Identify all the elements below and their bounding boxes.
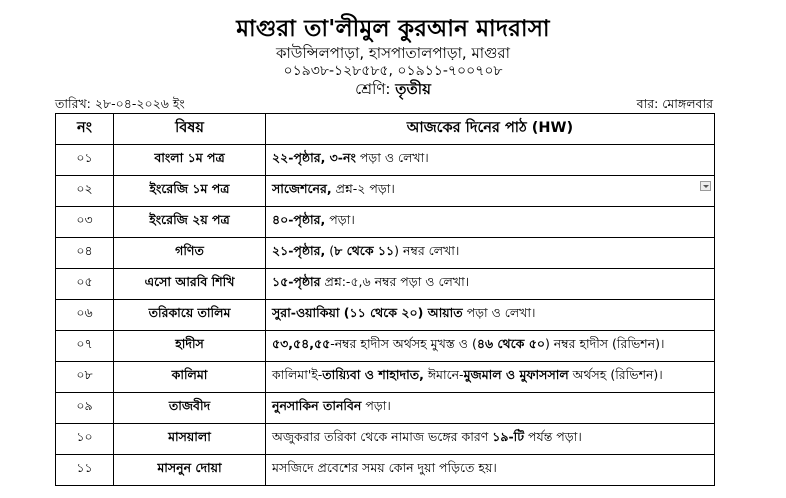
lesson-text: অর্থসহ (রিভিশন)। bbox=[568, 367, 663, 382]
madrasa-phones: ০১৯৩৮-১২৮৫৮৫, ০১৯১১-৭০০৭০৮ bbox=[283, 63, 503, 79]
row-lesson bbox=[266, 455, 715, 486]
table-body bbox=[56, 145, 715, 486]
table-row bbox=[56, 300, 715, 331]
row-subject: বাংলা ১ম পত্র bbox=[114, 145, 266, 176]
lesson-text: পড়া। bbox=[361, 398, 391, 413]
row-lesson bbox=[266, 207, 715, 238]
lesson-text-bold: ৪০-পৃষ্ঠার, bbox=[272, 212, 326, 227]
lesson-text-bold: নুনসাকিন তানবিন bbox=[272, 398, 362, 413]
row-subject: কালিমা bbox=[114, 362, 266, 393]
lesson-text: মসজিদে প্রবেশের সময় কোন দুয়া পড়িতে হয়। bbox=[272, 460, 497, 475]
table-row bbox=[56, 393, 715, 424]
column-header-number: নং bbox=[56, 114, 114, 145]
row-number: ০১ bbox=[56, 145, 114, 176]
row-subject: ইংরেজি ১ম পত্র bbox=[114, 176, 266, 207]
lesson-text: ) নম্বর লেখা। bbox=[394, 243, 460, 258]
lesson-text: ) নম্বর হাদীস (রিভিশন)। bbox=[544, 336, 665, 351]
document-header bbox=[0, 14, 786, 98]
table-row bbox=[56, 455, 715, 486]
row-subject: তাজবীদ bbox=[114, 393, 266, 424]
lesson-text-bold: মুজমাল ও মুফাসসাল bbox=[463, 367, 569, 382]
table-row bbox=[56, 331, 715, 362]
lesson-text-bold: ১৯-টি bbox=[492, 429, 525, 444]
row-subject: তরিকায়ে তালিম bbox=[114, 300, 266, 331]
row-lesson bbox=[266, 424, 715, 455]
column-header-subject: বিষয় bbox=[114, 114, 266, 145]
table-row bbox=[56, 145, 715, 176]
row-subject: গণিত bbox=[114, 238, 266, 269]
lesson-text-bold: ২১-পৃষ্ঠার, bbox=[272, 243, 326, 258]
row-number: ০৬ bbox=[56, 300, 114, 331]
lesson-text: পড়া ও লেখা। bbox=[355, 150, 429, 165]
table-row bbox=[56, 269, 715, 300]
row-subject: হাদীস bbox=[114, 331, 266, 362]
madrasa-address: কাউন্সিলপাড়া, হাসপাতালপাড়া, মাগুরা bbox=[275, 44, 511, 62]
dropdown-arrow-icon[interactable] bbox=[700, 181, 711, 191]
lesson-text: পর্যন্ত পড়া। bbox=[524, 429, 582, 444]
lesson-text-bold: ২২-পৃষ্ঠার, ৩-নং bbox=[272, 150, 356, 165]
lesson-text: প্রশ্ন-২ পড়া। bbox=[331, 181, 395, 196]
lesson-text: কালিমা'ই- bbox=[272, 367, 323, 382]
row-lesson bbox=[266, 331, 715, 362]
date-label: তারিখ: ২৮-০৪-২০২৬ ইং bbox=[55, 96, 185, 111]
row-lesson bbox=[266, 393, 715, 424]
table-header-row bbox=[56, 114, 715, 145]
lesson-text-bold: সুরা-ওয়াকিয়া (১১ থেকে ২০) আয়াত bbox=[272, 305, 463, 320]
row-lesson bbox=[266, 300, 715, 331]
table-row bbox=[56, 424, 715, 455]
table-row bbox=[56, 238, 715, 269]
row-number: ০৪ bbox=[56, 238, 114, 269]
row-subject: মাসনুন দোয়া bbox=[114, 455, 266, 486]
lesson-text-bold: ৫৩,৫৪,৫৫ bbox=[272, 336, 331, 351]
row-subject: মাসয়ালা bbox=[114, 424, 266, 455]
class-label: শ্রেণি: bbox=[355, 80, 391, 98]
class-value: তৃতীয় bbox=[395, 80, 431, 98]
row-number: ০৫ bbox=[56, 269, 114, 300]
column-header-lesson: আজকের দিনের পাঠ (HW) bbox=[266, 114, 715, 145]
madrasa-name: মাগুরা তা'লীমুল কুরআন মাদরাসা bbox=[236, 16, 550, 42]
lesson-text: পড়া ও লেখা। bbox=[462, 305, 536, 320]
lesson-text: পড়া। bbox=[325, 212, 355, 227]
lesson-text-bold: ৪৬ থেকে ৫০ bbox=[476, 336, 545, 351]
lesson-text-bold: ১৫-পৃষ্ঠার bbox=[272, 274, 321, 289]
row-subject: এসো আরবি শিখি bbox=[114, 269, 266, 300]
lesson-text-bold: তায়্যিবা ও শাহাদাত, bbox=[322, 367, 424, 382]
row-number: ১০ bbox=[56, 424, 114, 455]
row-number: ০৩ bbox=[56, 207, 114, 238]
table-row bbox=[56, 176, 715, 207]
day-label: বার: মোঙ্গলবার bbox=[636, 96, 713, 111]
table-row bbox=[56, 362, 715, 393]
row-lesson bbox=[266, 176, 715, 207]
row-subject: ইংরেজি ২য় পত্র bbox=[114, 207, 266, 238]
lesson-text: ( bbox=[325, 243, 335, 258]
table-row bbox=[56, 207, 715, 238]
lesson-text: ঈমানে- bbox=[423, 367, 464, 382]
row-lesson bbox=[266, 362, 715, 393]
row-lesson bbox=[266, 238, 715, 269]
lesson-text: অজুকরার তরিকা থেকে নামাজ ভঙ্গের কারণ bbox=[272, 429, 493, 444]
row-lesson bbox=[266, 145, 715, 176]
lesson-text: প্রশ্ন:-৫,৬ নম্বর পড়া ও লেখা। bbox=[320, 274, 470, 289]
lesson-text-bold: ৮ থেকে ১১ bbox=[334, 243, 395, 258]
lesson-text: -নম্বর হাদীস অর্থসহ মুখস্ত ও ( bbox=[330, 336, 477, 351]
row-number: ১১ bbox=[56, 455, 114, 486]
row-lesson bbox=[266, 269, 715, 300]
row-number: ০৮ bbox=[56, 362, 114, 393]
row-number: ০৯ bbox=[56, 393, 114, 424]
homework-table bbox=[55, 113, 715, 486]
row-number: ০২ bbox=[56, 176, 114, 207]
lesson-text-bold: সাজেশনের, bbox=[272, 181, 332, 196]
row-number: ০৭ bbox=[56, 331, 114, 362]
